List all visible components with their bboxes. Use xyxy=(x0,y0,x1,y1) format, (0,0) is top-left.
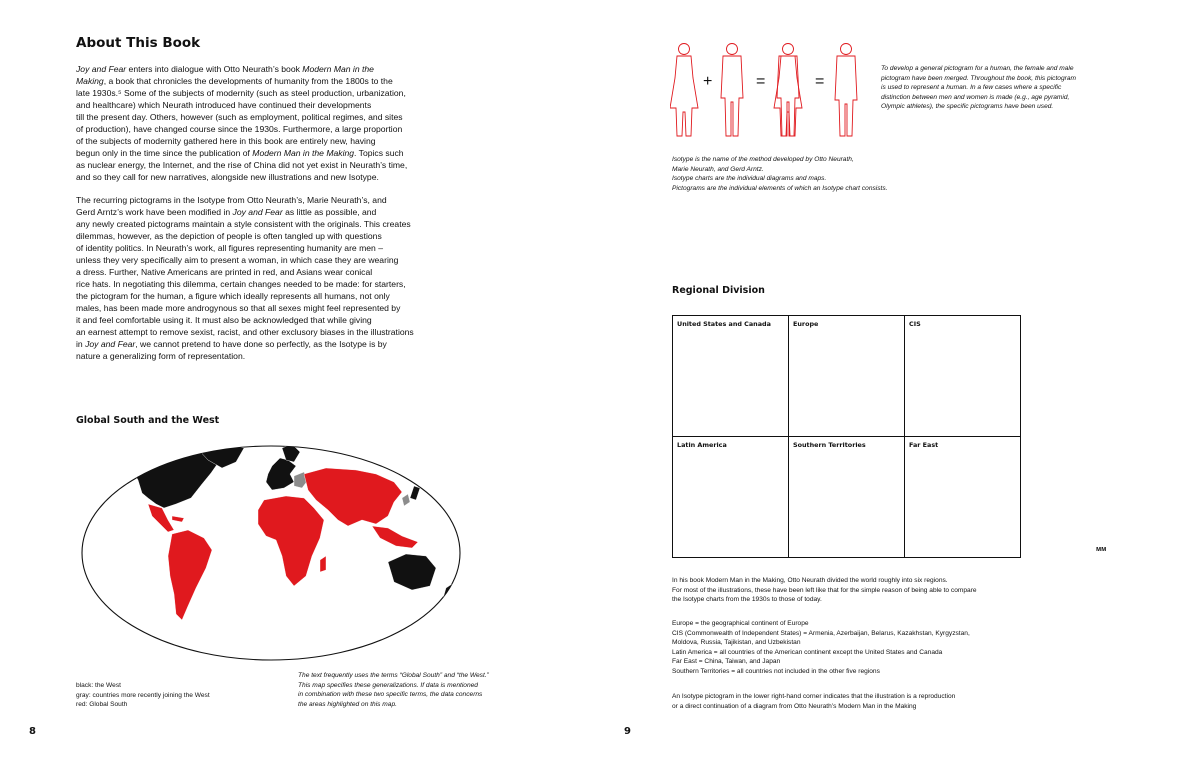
paragraph-line xyxy=(76,326,436,338)
text-segment: it and feel comfortable using it. It must also be acknowledged that while giving xyxy=(76,315,372,325)
page-number-left: 8 xyxy=(29,726,36,737)
pictogram-note-line: Olympic athletes), the specific pictograms have been used. xyxy=(881,103,1054,111)
text-segment: as nuclear energy, the Internet, and the rise of China did not yet exist in Neurath’s time, xyxy=(76,160,408,170)
region-cell-us-canada: United States and Canada xyxy=(673,316,789,437)
text-segment: a dress. Further, Native Americans are printed in red, and Asians wear conical xyxy=(76,267,373,277)
definition-line: Latin America = all countries of the American continent except the United States and Canada xyxy=(672,648,943,656)
isotype-note xyxy=(672,155,888,193)
text-segment: rice hats. In negotiating this dilemma, certain changes needed to be made: for starters, xyxy=(76,279,406,289)
page-number-right: 9 xyxy=(624,726,631,737)
regional-title: Regional Division xyxy=(672,285,765,296)
operator-plus: + xyxy=(703,73,713,90)
text-segment: , a book that chronicles the developments of humanity from the 1800s to the xyxy=(103,76,393,86)
pictogram-note-line: is used to represent a human. In a few cases where a specific xyxy=(881,84,1062,92)
pictogram-note-line: To develop a general pictogram for a human, the female and male xyxy=(881,65,1074,72)
paragraph-line xyxy=(76,63,436,75)
description-line: For most of the illustrations, these have been left like that for the simple reason of being able to compare xyxy=(672,586,977,594)
text-segment: an earnest attempt to remove sexist, racist, and other exclusory biases in the illustrations xyxy=(76,327,414,337)
paragraph-line xyxy=(76,290,436,302)
paragraph-line xyxy=(76,242,436,254)
region-definitions xyxy=(672,619,970,677)
corner-note-line: or a direct continuation of a diagram from Otto Neurath’s Modern Man in the Making xyxy=(672,702,917,710)
operator-equals: = xyxy=(815,73,825,90)
male-pictogram-icon xyxy=(721,44,743,137)
paragraph-line xyxy=(76,266,436,278)
paragraph-line xyxy=(76,338,436,350)
text-segment: any newly created pictograms maintain a style consistent with the originals. This creates xyxy=(76,219,411,229)
text-segment: Joy and Fear xyxy=(232,207,283,217)
text-segment: of identity politics. In Neurath’s work, all figures representing humanity are men – xyxy=(76,243,383,253)
text-segment: Joy and Fear xyxy=(85,339,136,349)
paragraph-line xyxy=(76,206,436,218)
paragraph-line xyxy=(76,123,436,135)
text-segment: and so they call for new narratives, alongside new illustrations and new Isotype. xyxy=(76,172,379,182)
paragraph-line xyxy=(76,75,436,87)
definition-line: CIS (Commonwealth of Independent States) = Armenia, Azerbaijan, Belarus, Kazakhstan, Kyrgyzstan, xyxy=(672,629,970,637)
description-line: In his book Modern Man in the Making, Otto Neurath divided the world roughly into six regions. xyxy=(672,577,948,584)
text-segment: dilemmas, however, as the depiction of people is often tangled up with questions xyxy=(76,231,382,241)
text-segment: Modern Man in the xyxy=(302,64,374,74)
isotype-corner-mark-icon: ᴍᴍ xyxy=(1096,546,1107,553)
text-segment: and healthcare) which Neurath introduced have continued their developments xyxy=(76,100,372,110)
text-segment: Making xyxy=(76,76,104,86)
text-segment: as little as possible, and xyxy=(282,207,377,217)
text-segment: enters into dialogue with Otto Neurath’s book xyxy=(126,64,303,74)
region-cell-cis: CIS xyxy=(905,316,1020,437)
pictogram-equation xyxy=(670,40,870,138)
paragraph-line xyxy=(76,111,436,123)
paragraph-line xyxy=(76,218,436,230)
isotype-note-line: Marie Neurath, and Gerd Arntz. xyxy=(672,165,764,173)
region-cell-southern-territories: Southern Territories xyxy=(789,437,905,557)
text-segment: till the present day. Others, however (such as employment, political regimes, and sites xyxy=(76,112,403,122)
text-segment: begun only in the time since the publication of xyxy=(76,148,253,158)
female-pictogram-icon xyxy=(670,44,698,137)
paragraph-line xyxy=(76,159,436,171)
paragraph-line xyxy=(76,314,436,326)
corner-note-line: An Isotype pictogram in the lower right-hand corner indicates that the illustration is a reproduction xyxy=(672,693,956,700)
text-segment: , we cannot pretend to have done so perfectly, as the Isotype is by xyxy=(135,339,387,349)
map-note-line: The text frequently uses the terms “Global South” and “the West.” xyxy=(298,672,489,679)
world-map xyxy=(76,438,466,668)
map-note xyxy=(298,671,489,709)
paragraph-line xyxy=(76,350,436,362)
intro-text xyxy=(76,63,436,373)
pictogram-note xyxy=(881,64,1076,112)
paragraph-line xyxy=(76,87,436,99)
paragraph-line xyxy=(76,171,436,183)
description-line: the Isotype charts from the 1930s to those of today. xyxy=(672,596,822,604)
definition-line: Moldova, Russia, Tajikistan, and Uzbekistan xyxy=(672,639,801,647)
text-segment: in xyxy=(76,339,86,349)
text-segment: the pictogram for the human, a figure which ideally represents all humans, not only xyxy=(76,291,390,301)
text-segment: . Topics such xyxy=(354,148,404,158)
map-note-line: in combination with these two specific terms, the data concerns xyxy=(298,691,483,699)
isotype-note-line: Isotype charts are the individual diagrams and maps. xyxy=(672,175,827,183)
legend-red: red: Global South xyxy=(76,701,128,709)
paragraph-line xyxy=(76,230,436,242)
paragraph-line xyxy=(76,278,436,290)
map-note-line: This map specifies these generalizations. If data is mentioned xyxy=(298,681,478,689)
paragraph-line xyxy=(76,254,436,266)
paragraph-line xyxy=(76,99,436,111)
page-title: About This Book xyxy=(76,35,201,51)
paragraph-line xyxy=(76,147,436,159)
region-cell-europe: Europe xyxy=(789,316,905,437)
merged-pictogram-icon xyxy=(774,44,802,137)
text-segment: Joy and Fear xyxy=(76,64,127,74)
map-note-line: the areas highlighted on this map. xyxy=(298,700,397,708)
paragraph-line xyxy=(76,135,436,147)
definition-line: Europe = the geographical continent of Europe xyxy=(672,620,809,627)
pictogram-note-line: pictogram have been merged. Throughout the book, this pictogram xyxy=(881,74,1076,82)
paragraph-line xyxy=(76,194,436,206)
operator-equals: = xyxy=(756,73,766,90)
human-pictogram-icon xyxy=(835,44,857,137)
region-grid xyxy=(672,315,1021,558)
text-segment: The recurring pictograms in the Isotype from Otto Neurath’s, Marie Neurath’s, and xyxy=(76,195,387,205)
text-segment: unless they very specifically aim to present a woman, in which case they are wearing xyxy=(76,255,399,265)
region-cell-latin-america: Latin America xyxy=(673,437,789,557)
text-segment: of the subjects of modernity gathered here in this book are entirely new, having xyxy=(76,136,376,146)
definition-line: Southern Territories = all countries not included in the other five regions xyxy=(672,667,880,675)
map-title: Global South and the West xyxy=(76,415,220,426)
corner-note xyxy=(672,692,955,711)
paragraph-line xyxy=(76,302,436,314)
pictogram-note-line: distinction between men and women is made (e.g., age pyramid, xyxy=(881,93,1070,101)
legend-west: black: the West xyxy=(76,682,121,689)
text-segment: males, has been made more androgynous so that all sexes might feel represented by xyxy=(76,303,401,313)
text-segment: nature a generalizing form of representation. xyxy=(76,351,246,361)
region-arctic-islands xyxy=(166,444,188,452)
text-segment: of production), have changed course since the 1930s. Furthermore, a large proportion xyxy=(76,124,403,134)
paragraph-intro xyxy=(76,63,436,183)
paragraph-pictograms xyxy=(76,194,436,362)
region-cell-far-east: Far East xyxy=(909,441,939,449)
text-segment: Gerd Arntz’s work have been modified in xyxy=(76,207,233,217)
isotype-note-line: Pictograms are the individual elements of which an Isotype chart consists. xyxy=(672,184,888,192)
map-legend xyxy=(76,681,210,710)
isotype-note-line: Isotype is the name of the method developed by Otto Neurath, xyxy=(672,156,854,163)
region-description xyxy=(672,576,977,605)
text-segment: late 1930s.⁵ Some of the subjects of modernity (such as steel production, urbanization, xyxy=(76,88,406,98)
legend-gray: gray: countries more recently joining the West xyxy=(76,691,210,699)
text-segment: Modern Man in the Making xyxy=(252,148,355,158)
definition-line: Far East = China, Taiwan, and Japan xyxy=(672,658,781,666)
